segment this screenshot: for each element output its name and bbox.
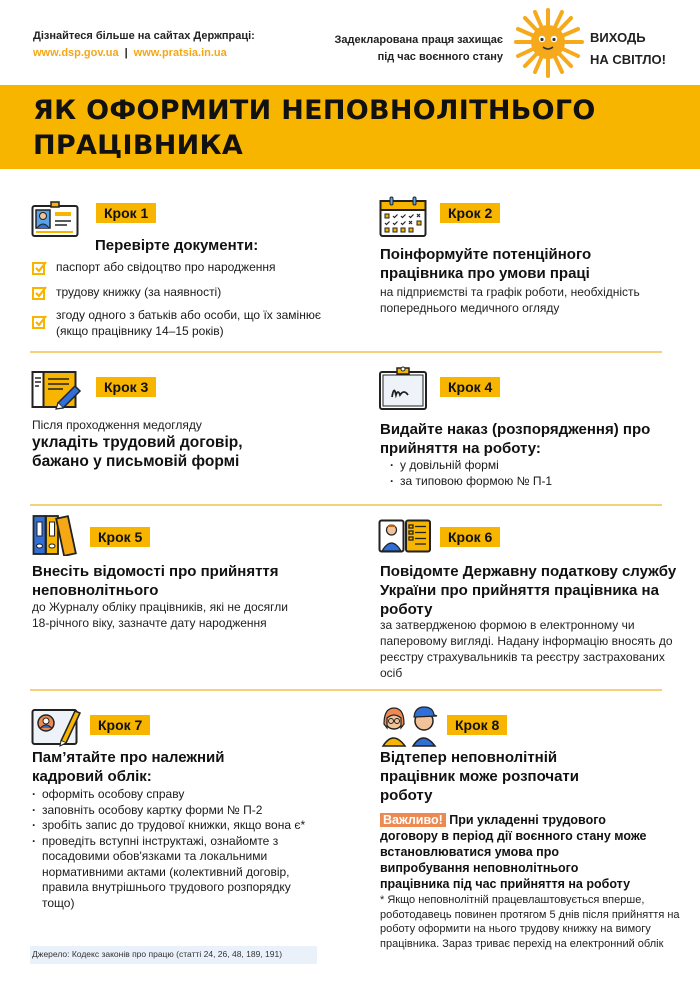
checklist-text: згоду одного з батьків або особи, що їх замінює (якщо працівнику 14–15 років): [56, 308, 321, 338]
website-links: [33, 47, 227, 59]
checkbox-checked-icon: [32, 285, 48, 301]
checklist-text: трудову книжку (за наявності): [56, 285, 222, 299]
step-3-intro: Після проходження медогляду: [32, 418, 202, 432]
list-item: · за типовою формою № П-1: [388, 474, 552, 490]
step-2-title: Поінформуйте потенційного працівника про умови праці: [380, 246, 592, 282]
row-divider: [30, 504, 662, 506]
important-label: Важливо!: [380, 813, 446, 827]
list-item: · зробіть запис до трудової книжки, якщо вона є*: [30, 818, 315, 834]
list-item: · проведіть вступні інструктажі, ознайомте з посадовими обов'язками та локальними нормативними актами (колективний договір, правила внутрішнього трудового розпорядку тощо): [30, 834, 315, 912]
calendar-icon: [379, 196, 427, 238]
profile-pencil-icon: [31, 707, 83, 747]
page-title: ЯК ОФОРМИТИ НЕПОВНОЛІТНЬОГО ПРАЦІВНИКА: [33, 95, 596, 161]
link-separator: |: [124, 47, 128, 59]
step-7-badge: Крок 7: [90, 715, 150, 735]
step-7-title: Пам’ятайте про належний кадровий облік:: [32, 749, 225, 785]
link-dsp[interactable]: www.dsp.gov.ua: [33, 47, 119, 59]
slogan-line-2: під час воєнного стану: [377, 51, 503, 63]
step-6-body: за затвердженою формою в електронному чи паперовому вигляді. Надану інформацію вносять до реєстру страхувальників та реєстру застрахованих осіб: [380, 618, 673, 680]
step-4-list: [388, 458, 552, 489]
step-8-title: Відтепер неповнолітній працівник може розпочати роботу: [380, 749, 579, 804]
step-7-list: [30, 787, 315, 911]
footnote: * Якщо неповнолітній працевлаштовується вперше, роботодавець повинен протягом 5 днів після прийняття на роботу оформити на нього трудову книжку на вимогу працівника. Зараз триває перехід на електронний облік: [380, 894, 680, 950]
checklist-item: [32, 284, 322, 301]
step-3-title: укладіть трудовий договір, бажано у письмовій формі: [32, 434, 243, 470]
step-8-badge: Крок 8: [447, 715, 507, 735]
checkbox-checked-icon: [32, 314, 48, 330]
link-pratsia[interactable]: www.pratsia.in.ua: [133, 47, 227, 59]
step-6-badge: Крок 6: [440, 527, 500, 547]
id-card-icon: [31, 200, 79, 238]
list-item: · у довільній формі: [388, 458, 552, 474]
campaign-line-1: ВИХОДЬ: [590, 30, 646, 45]
step-5-badge: Крок 5: [90, 527, 150, 547]
list-item: · оформіть особову справу: [30, 787, 315, 803]
checklist-text: паспорт або свідоцтво про народження: [56, 260, 276, 274]
step-2-body: на підприємстві та графік роботи, необхідність попереднього медичного огляду: [380, 285, 640, 315]
step-4-badge: Крок 4: [440, 377, 500, 397]
slogan-line-1: Задекларована праця захищає: [334, 34, 503, 46]
campaign-slogan: [590, 27, 666, 71]
step-5-title: Внесіть відомості про прийняття неповнолітнього: [32, 563, 279, 599]
step-5-body: до Журналу обліку працівників, які не досягли 18-річного віку, зазначте дату народження: [32, 600, 288, 630]
learn-more-label: Дізнайтеся більше на сайтах Держпраці:: [33, 30, 255, 42]
step-2-badge: Крок 2: [440, 203, 500, 223]
important-notice: [380, 812, 648, 892]
binders-icon: [32, 514, 78, 556]
step-6-title: Повідомте Державну податкову службу України про прийняття працівника на роботу: [380, 563, 677, 618]
step-3-badge: Крок 3: [96, 377, 156, 397]
slogan: [303, 32, 503, 66]
sun-mascot-icon: [508, 4, 588, 80]
important-text: При укладенні трудового договору в період дії воєнного стану може встановлюватися умова про випробування неповнолітнього працівника під час прийняття на роботу: [380, 813, 647, 891]
document-pen-icon: [31, 370, 83, 410]
checklist-item: [32, 259, 322, 276]
two-workers-icon: [379, 702, 439, 748]
step-1-badge: Крок 1: [96, 203, 156, 223]
checkbox-checked-icon: [32, 260, 48, 276]
source-citation: Джерело: Кодекс законів про працю (статті 24, 26, 48, 189, 191): [30, 946, 317, 964]
step-1-title: Перевірте документи:: [95, 237, 259, 254]
campaign-line-2: НА СВІТЛО!: [590, 52, 666, 67]
row-divider: [30, 351, 662, 353]
row-divider: [30, 689, 662, 691]
person-form-icon: [378, 519, 432, 553]
checklist-item: [32, 307, 322, 339]
signature-board-icon: [378, 365, 428, 411]
list-item: · заповніть особову картку форми № П-2: [30, 803, 315, 819]
step-4-title: Видайте наказ (розпорядження) про прийняття на роботу:: [380, 421, 651, 457]
